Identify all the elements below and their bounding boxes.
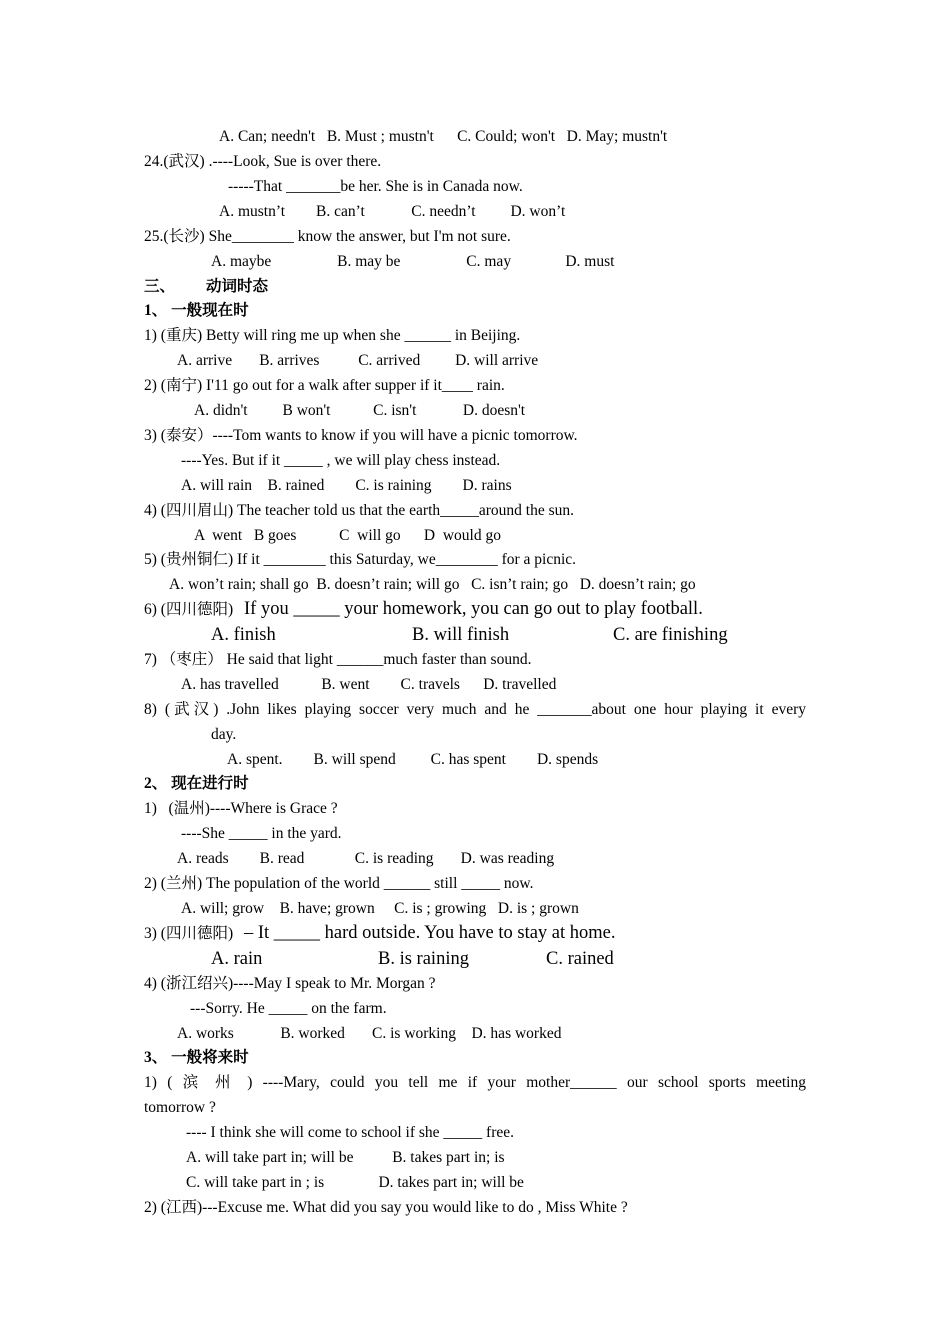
pp-q4-question: 4) (浙江绍兴)----May I speak to Mr. Morgan ? [144,975,436,992]
pp-q3-option-b: B. is raining [378,949,469,969]
sp-q7-question: 7) （枣庄） He said that light ______much faster than sound. [144,651,532,668]
sp-q2-question: 2) (南宁) I'11 go out for a walk after supper if it____ rain. [144,377,505,394]
sp-q8-question: 8) (武汉) .John likes playing soccer very much and he _______about one hour playing it every [144,701,806,718]
pp-q3-prefix: 3) (四川德阳) [144,925,237,942]
pp-q1-options: A. reads B. read C. is reading D. was reading [177,850,555,867]
sp-q8-options: A. spent. B. will spend C. has spent D. spends [227,751,599,768]
sf-q1-response: ---- I think she will come to school if she _____ free. [186,1124,514,1141]
section-heading-verb-tenses: 三、 动词时态 [144,278,269,295]
q24-options: A. mustn’t B. can’t C. needn’t D. won’t [219,203,566,220]
pp-q3-option-c: C. rained [546,949,614,969]
sp-q5-question: 5) (贵州铜仁) If it ________ this Saturday, we________ for a picnic. [144,551,577,568]
sf-q1-options-ab: A. will take part in; will be B. takes part in; is [186,1149,505,1166]
q25-options: A. maybe B. may be C. may D. must [211,253,615,270]
sf-q1-question-cont: tomorrow ? [144,1099,216,1116]
sp-q8-question-cont: day. [211,726,237,743]
pp-q4-options: A. works B. worked C. is working D. has worked [177,1025,562,1042]
pp-q1-response: ----She _____ in the yard. [181,825,342,842]
sp-q2-options: A. didn't B won't C. isn't D. doesn't [194,402,526,419]
sp-q7-options: A. has travelled B. went C. travels D. travelled [181,676,557,693]
subsection-heading-simple-future: 3、 一般将来时 [144,1049,249,1066]
q24-question: 24.(武汉) .----Look, Sue is over there. [144,153,382,170]
pp-q3-option-a: A. rain [211,949,263,969]
sp-q4-options: A went B goes C will go D would go [194,527,501,544]
sf-q1-question: 1) ( 滨 州 ) ----Mary, could you tell me if your mother______ our school sports meeting [144,1074,806,1091]
sf-q2-question: 2) (江西)---Excuse me. What did you say you would like to do , Miss White ? [144,1199,628,1216]
pp-q2-question: 2) (兰州) The population of the world ______ still _____ now. [144,875,534,892]
q23-options: A. Can; needn't B. Must ; mustn't C. Could; won't D. May; mustn't [219,128,668,145]
subsection-heading-simple-present: 1、 一般现在时 [144,302,249,319]
sp-q1-question: 1) (重庆) Betty will ring me up when she ______ in Beijing. [144,327,521,344]
q25-question: 25.(长沙) She________ know the answer, but I'm not sure. [144,228,511,245]
sp-q3-response: ----Yes. But if it _____ , we will play chess instead. [181,452,501,469]
sp-q3-question: 3) (泰安）----Tom wants to know if you will have a picnic tomorrow. [144,427,578,444]
sp-q5-options: A. won’t rain; shall go B. doesn’t rain; will go C. isn’t rain; go D. doesn’t rain; go [169,576,696,593]
sp-q3-options: A. will rain B. rained C. is raining D. rains [181,477,512,494]
pp-q2-options: A. will; grow B. have; grown C. is ; growing D. is ; grown [181,900,579,917]
q24-response: -----That _______be her. She is in Canada now. [228,178,523,195]
sp-q4-question: 4) (四川眉山) The teacher told us that the earth_____around the sun. [144,502,575,519]
sp-q6-question: If you _____ your homework, you can go out to play football. [244,599,703,619]
sp-q1-options: A. arrive B. arrives C. arrived D. will arrive [177,352,539,369]
sp-q6-option-c: C. are finishing [613,625,728,645]
pp-q1-question: 1) (温州)----Where is Grace ? [144,800,338,817]
sp-q6-prefix: 6) (四川德阳) [144,601,237,618]
pp-q3-question: – It _____ hard outside. You have to stay at home. [244,923,616,943]
sp-q6-option-a: A. finish [211,625,276,645]
pp-q4-response: ---Sorry. He _____ on the farm. [190,1000,387,1017]
subsection-heading-present-progressive: 2、 现在进行时 [144,775,249,792]
sf-q1-options-cd: C. will take part in ; is D. takes part in; will be [186,1174,524,1191]
sp-q6-option-b: B. will finish [412,625,510,645]
